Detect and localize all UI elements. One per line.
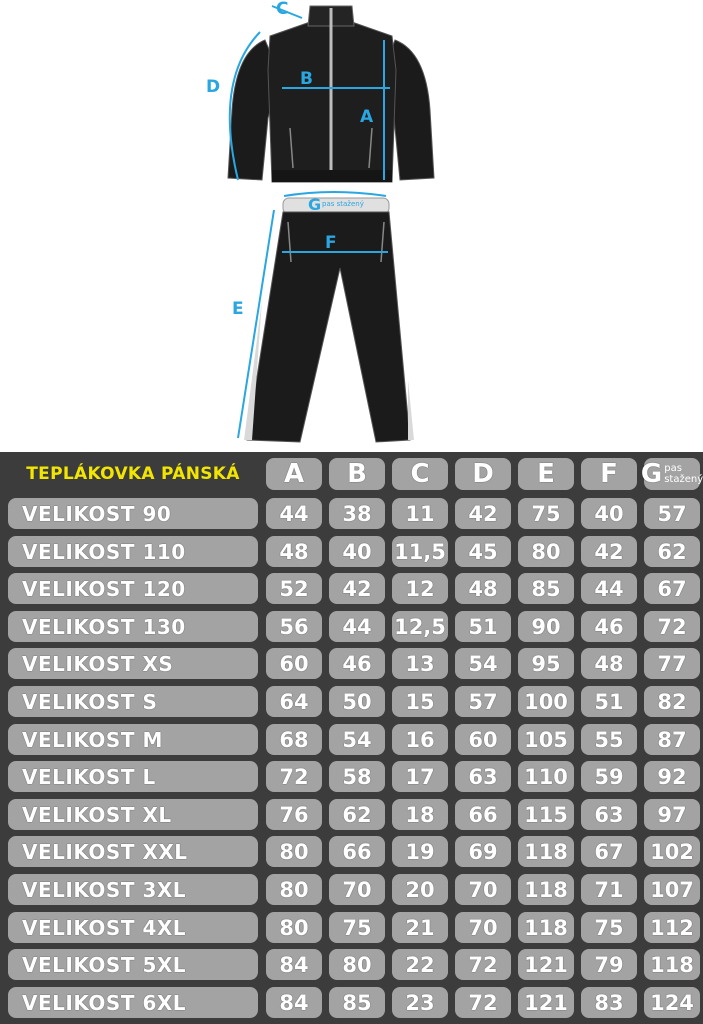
- size-value-d: 42: [455, 498, 511, 529]
- size-value-d: 66: [455, 799, 511, 830]
- size-value-b: 38: [329, 498, 385, 529]
- size-value-c: 13: [392, 648, 448, 679]
- column-header-c: C: [392, 458, 448, 490]
- size-value-f: 63: [581, 799, 637, 830]
- size-value-c: 23: [392, 987, 448, 1018]
- size-value-f: 83: [581, 987, 637, 1018]
- size-value-d: 51: [455, 611, 511, 642]
- size-value-g: 62: [644, 536, 700, 567]
- column-header-g-note: [664, 463, 703, 485]
- size-value-g: 102: [644, 836, 700, 867]
- size-value-g: 112: [644, 912, 700, 943]
- size-value-e: 118: [518, 912, 574, 943]
- size-value-b: 66: [329, 836, 385, 867]
- size-value-f: 40: [581, 498, 637, 529]
- size-value-b: 62: [329, 799, 385, 830]
- size-value-f: 75: [581, 912, 637, 943]
- size-row-label: VELIKOST 130: [8, 611, 258, 642]
- measure-label-g-note: pas stažený: [322, 200, 364, 208]
- size-row-label: VELIKOST XXL: [8, 836, 258, 867]
- size-value-c: 11,5: [392, 536, 448, 567]
- size-value-c: 17: [392, 761, 448, 792]
- size-value-c: 18: [392, 799, 448, 830]
- size-value-f: 79: [581, 949, 637, 980]
- size-value-f: 44: [581, 573, 637, 604]
- measure-label-c: C: [276, 0, 289, 19]
- size-value-g: 77: [644, 648, 700, 679]
- size-value-d: 70: [455, 874, 511, 905]
- size-value-g: 118: [644, 949, 700, 980]
- size-value-f: 67: [581, 836, 637, 867]
- size-row-label: VELIKOST 5XL: [8, 949, 258, 980]
- size-value-d: 69: [455, 836, 511, 867]
- size-value-g: 82: [644, 686, 700, 717]
- size-value-b: 42: [329, 573, 385, 604]
- measure-g-line: [284, 192, 386, 196]
- size-row-label: VELIKOST XL: [8, 799, 258, 830]
- measure-label-b: B: [300, 69, 313, 89]
- size-row-label: VELIKOST 6XL: [8, 987, 258, 1018]
- size-row-label: VELIKOST 4XL: [8, 912, 258, 943]
- size-value-g: 107: [644, 874, 700, 905]
- tracksuit-illustration: [0, 0, 703, 452]
- size-value-a: 80: [266, 912, 322, 943]
- table-title: TEPLÁKOVKA PÁNSKÁ: [26, 464, 240, 484]
- size-value-b: 40: [329, 536, 385, 567]
- size-value-f: 59: [581, 761, 637, 792]
- size-value-d: 45: [455, 536, 511, 567]
- size-value-e: 115: [518, 799, 574, 830]
- size-row-label: VELIKOST 3XL: [8, 874, 258, 905]
- g-note-line2: stažený: [664, 474, 703, 485]
- size-value-g: 124: [644, 987, 700, 1018]
- column-header-a: A: [266, 458, 322, 490]
- size-value-d: 72: [455, 987, 511, 1018]
- size-value-e: 100: [518, 686, 574, 717]
- size-value-b: 54: [329, 724, 385, 755]
- size-value-c: 11: [392, 498, 448, 529]
- size-value-g: 57: [644, 498, 700, 529]
- size-row-label: VELIKOST 120: [8, 573, 258, 604]
- size-row-label: VELIKOST XS: [8, 648, 258, 679]
- size-value-b: 44: [329, 611, 385, 642]
- tracksuit-diagram: [0, 0, 703, 452]
- size-value-a: 72: [266, 761, 322, 792]
- size-value-g: 92: [644, 761, 700, 792]
- size-chart-table: [0, 452, 703, 1024]
- size-row-label: VELIKOST S: [8, 686, 258, 717]
- size-value-d: 63: [455, 761, 511, 792]
- size-value-c: 20: [392, 874, 448, 905]
- size-value-a: 64: [266, 686, 322, 717]
- size-value-f: 48: [581, 648, 637, 679]
- size-value-f: 71: [581, 874, 637, 905]
- size-value-c: 15: [392, 686, 448, 717]
- size-value-c: 12,5: [392, 611, 448, 642]
- size-value-a: 80: [266, 874, 322, 905]
- size-value-a: 52: [266, 573, 322, 604]
- size-value-f: 55: [581, 724, 637, 755]
- column-header-e: E: [518, 458, 574, 490]
- size-value-e: 121: [518, 987, 574, 1018]
- size-row-label: VELIKOST L: [8, 761, 258, 792]
- size-value-b: 70: [329, 874, 385, 905]
- size-value-d: 70: [455, 912, 511, 943]
- g-note-line1: pas: [664, 463, 682, 474]
- size-value-g: 67: [644, 573, 700, 604]
- size-row-label: VELIKOST M: [8, 724, 258, 755]
- size-value-d: 72: [455, 949, 511, 980]
- size-value-c: 19: [392, 836, 448, 867]
- size-value-f: 51: [581, 686, 637, 717]
- size-value-b: 75: [329, 912, 385, 943]
- size-value-c: 16: [392, 724, 448, 755]
- size-value-f: 42: [581, 536, 637, 567]
- size-value-b: 80: [329, 949, 385, 980]
- size-value-a: 76: [266, 799, 322, 830]
- size-value-d: 54: [455, 648, 511, 679]
- column-header-g-letter: G: [640, 459, 663, 489]
- size-value-b: 85: [329, 987, 385, 1018]
- size-value-a: 68: [266, 724, 322, 755]
- size-row-label: VELIKOST 110: [8, 536, 258, 567]
- column-header-d: D: [455, 458, 511, 490]
- size-value-a: 48: [266, 536, 322, 567]
- size-value-b: 50: [329, 686, 385, 717]
- size-value-b: 46: [329, 648, 385, 679]
- size-value-e: 75: [518, 498, 574, 529]
- size-value-c: 21: [392, 912, 448, 943]
- size-value-a: 84: [266, 987, 322, 1018]
- size-value-e: 105: [518, 724, 574, 755]
- size-value-e: 90: [518, 611, 574, 642]
- size-value-c: 12: [392, 573, 448, 604]
- size-value-a: 84: [266, 949, 322, 980]
- column-header-b: B: [329, 458, 385, 490]
- size-value-g: 87: [644, 724, 700, 755]
- size-value-b: 58: [329, 761, 385, 792]
- size-value-d: 48: [455, 573, 511, 604]
- size-value-a: 56: [266, 611, 322, 642]
- column-header-g: [640, 458, 703, 490]
- size-value-g: 97: [644, 799, 700, 830]
- column-header-f: F: [581, 458, 637, 490]
- size-value-d: 60: [455, 724, 511, 755]
- measure-label-a: A: [360, 107, 374, 127]
- measure-label-e: E: [232, 299, 244, 319]
- size-value-g: 72: [644, 611, 700, 642]
- size-value-e: 121: [518, 949, 574, 980]
- size-value-e: 80: [518, 536, 574, 567]
- size-value-f: 46: [581, 611, 637, 642]
- size-value-e: 110: [518, 761, 574, 792]
- measure-label-g: G: [308, 195, 322, 214]
- size-value-a: 60: [266, 648, 322, 679]
- size-value-d: 57: [455, 686, 511, 717]
- size-value-a: 44: [266, 498, 322, 529]
- measure-label-d: D: [206, 77, 221, 97]
- size-value-c: 22: [392, 949, 448, 980]
- size-value-e: 95: [518, 648, 574, 679]
- size-value-e: 118: [518, 836, 574, 867]
- size-value-e: 118: [518, 874, 574, 905]
- size-value-a: 80: [266, 836, 322, 867]
- size-row-label: VELIKOST 90: [8, 498, 258, 529]
- measure-label-f: F: [325, 233, 337, 253]
- size-value-e: 85: [518, 573, 574, 604]
